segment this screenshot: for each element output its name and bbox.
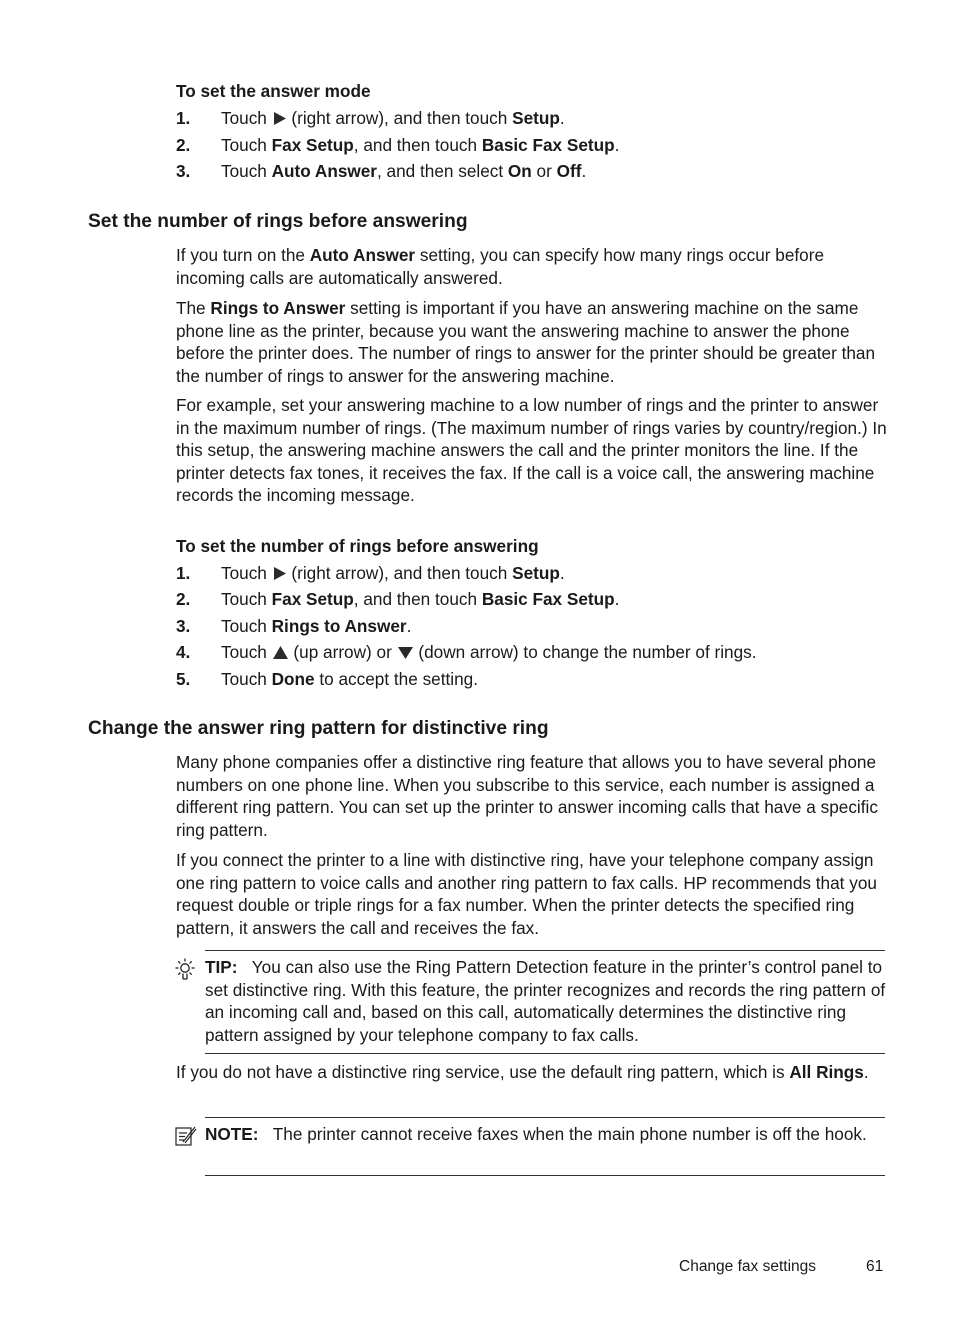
tip-label: TIP: [205, 957, 238, 977]
step-number: 2. [176, 135, 191, 155]
note-label: NOTE: [205, 1124, 259, 1144]
down-arrow-icon [397, 645, 414, 660]
section-heading-distinctive-ring: Change the answer ring pattern for distinctive ring [88, 718, 549, 739]
procedure-title-answer-mode: To set the answer mode [176, 81, 371, 101]
step-number: 3. [176, 616, 191, 636]
page-number: 61 [866, 1258, 884, 1275]
note-icon [175, 1125, 197, 1147]
note-text: The printer cannot receive faxes when the main phone number is off the hook. [272, 1124, 867, 1144]
up-arrow-icon [272, 645, 289, 660]
lightbulb-icon [175, 958, 197, 982]
step-number: 2. [176, 589, 191, 609]
step-number: 3. [176, 161, 191, 181]
note-box [205, 1117, 885, 1176]
paragraph: If you connect the printer to a line with distinctive ring, have your telephone company assign one ring pattern to voice calls and another ring pattern to fax calls. HP recommends that you request double or triple rings for a fax number. When the printer detects the specified ring pattern, it answers the call and receives the fax. [176, 850, 877, 938]
paragraph: If you do not have a distinctive ring service, use the default ring pattern, which is All Rings. [176, 1062, 869, 1082]
paragraph: Many phone companies offer a distinctive ring feature that allows you to have several phone numbers on one phone line. When you subscribe to this service, each number is assigned a different ring pattern. You can set up the printer to answer incoming calls that have a specific ring pattern. [176, 752, 878, 840]
paragraph: The Rings to Answer setting is important if you have an answering machine on the same phone line as the printer, because you want the answering machine to answer the phone before the printer does. The number of rings to answer for the printer should be greater than the number of rings to answer for the answering machine. [176, 298, 876, 386]
section-heading-rings: Set the number of rings before answering [88, 211, 468, 232]
tip-box [205, 950, 885, 1054]
footer-section-title: Change fax settings [679, 1258, 817, 1275]
tip-text: You can also use the Ring Pattern Detection feature in the printer’s control panel to set distinctive ring. With this feature, the printer recognizes and records the ring pattern of an incoming call and, based on this call, automatically determines the distinctive ring pattern assigned by your telephone company to fax calls. [205, 957, 886, 1045]
procedure-title-rings: To set the number of rings before answering [176, 536, 539, 556]
right-arrow-icon [272, 111, 287, 126]
step-number: 1. [176, 108, 191, 128]
right-arrow-icon [272, 566, 287, 581]
paragraph: For example, set your answering machine to a low number of rings and the printer to answer in the maximum number of rings. (The maximum number of rings varies by country/region.) In this setup, the answering machine answers the call and the printer monitors the line. If the printer detects fax tones, it receives the fax. If the call is a voice call, the answering machine records the incoming message. [176, 395, 887, 505]
paragraph: If you turn on the Auto Answer setting, you can specify how many rings occur before incoming calls are automatically answered. [176, 245, 825, 288]
document-page: To set the answer mode 1. Touch (right arrow), and then touch Setup. 2. Touch Fax Setup, and then touch Basic Fax Setup. 3. Touch Auto Answer, and then select On or Off. Set the number of rings before answering If you turn on the Auto Answer setting, you can specify how many rings occur before incoming calls are automatically answered. The Rings to Answer setting is important if you have an answering machine on the same phone line as the printer, because you want the answering machine to answer the phone before the printer does. The number of rings to answer for the printer should be greater than the number of rings to answer for the answering machine. For example, set your answering machine to a low number of rings and the printer to answer in the maximum number of rings. (The maximum number of rings varies by country/region.) In this setup, the answering machine answers the call and the printer monitors the line. If the printer detects fax tones, it receives the fax. If the call is a voice call, the answering machine records the incoming message. To set the number of rings before answering 1. Touch (right arrow), and then touch Setup. 2. Touch Fax Setup, and then touch Basic Fax Setup. 3. Touch Rings to Answer. 4. Touch (up arrow) or (down arrow) to change the number of rings. 5. Touch Done to accept the setting. Change the answer ring pattern for distinctive ring Many phone companies offer a distinctive ring feature that allows you to have several phone numbers on one phone line. When you subscribe to this service, each number is assigned a different ring pattern. You can set up the printer to answer incoming calls that have a specific ring pattern. If you connect the printer to a line with distinctive ring, have your telephone company assign one ring pattern to voice calls and another ring pattern to fax calls. HP recommends that you request double or triple rings for a fax number. When the printer detects the specified ring pattern, it answers the call and receives the fax. TIP: You can also use the Ring Pattern Detection feature in the printer’s control panel to set distinctive ring. With this feature, the printer recognizes and records the ring pattern of an incoming call and, based on this call, automatically determines the distinctive ring pattern assigned by your telephone company to fax calls. If you do not have a distinctive ring service, use the default ring pattern, which is All Rings. NOTE: The printer cannot receive faxes when the main phone number is off the hook. Change fax settings 61 [0, 0, 954, 1321]
step-number: 1. [176, 563, 191, 583]
step-number: 4. [176, 642, 191, 662]
step-number: 5. [176, 669, 191, 689]
